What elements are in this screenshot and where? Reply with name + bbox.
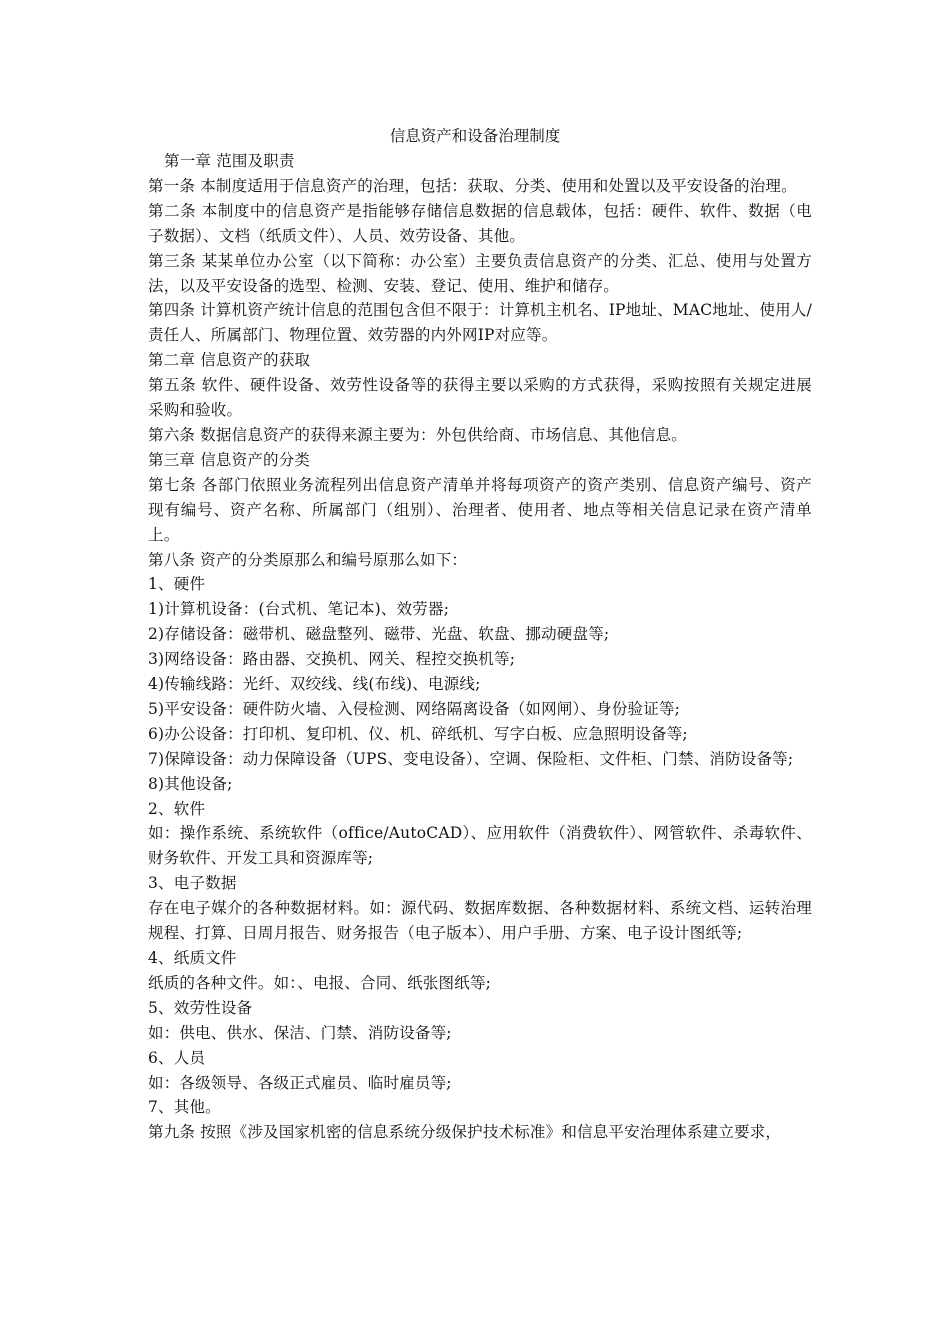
- category-software: 2、软件: [148, 799, 206, 818]
- list-item: 如：操作系统、系统软件（office/AutoCAD）、应用软件（消费软件）、网管软件、杀毒软件、财务软件、开发工具和资源库等;: [148, 824, 812, 868]
- article-5: 第五条 软件、硬件设备、效劳性设备等的获得主要以采购的方式获得，采购按照有关规定进展采购和验收。: [148, 376, 812, 420]
- chapter-heading-3: 第三章 信息资产的分类: [148, 450, 311, 469]
- article-2: 第二条 本制度中的信息资产是指能够存储信息数据的信息载体，包括：硬件、软件、数据（电子数据）、文档（纸质文件）、人员、效劳设备、其他。: [148, 201, 812, 245]
- document-title: 信息资产和设备治理制度: [389, 127, 561, 145]
- article-7: 第七条 各部门依照业务流程列出信息资产清单并将每项资产的资产类别、信息资产编号、资产现有编号、资产名称、所属部门（组别）、治理者、使用者、地点等相关信息记录在资产清单上。: [148, 475, 812, 544]
- category-service-equipment: 5、效劳性设备: [148, 998, 253, 1017]
- list-item: 如：各级领导、各级正式雇员、临时雇员等;: [148, 1073, 452, 1092]
- list-item: 存在电子媒介的各种数据材料。如：源代码、数据库数据、各种数据材料、系统文档、运转治理规程、打算、日周月报告、财务报告（电子版本）、用户手册、方案、电子设计图纸等;: [148, 899, 812, 943]
- list-item: 5)平安设备：硬件防火墙、入侵检测、网络隔离设备（如网闸）、身份验证等;: [148, 699, 681, 718]
- list-item: 3)网络设备：路由器、交换机、网关、程控交换机等;: [148, 650, 516, 669]
- article-4: 第四条 计算机资产统计信息的范围包含但不限于：计算机主机名、IP地址、MAC地址、使用人/责任人、所属部门、物理位置、效劳器的内外网IP对应等。: [148, 301, 812, 345]
- list-item: 8)其他设备;: [148, 774, 233, 793]
- category-other: 7、其他。: [148, 1098, 221, 1117]
- list-item: 纸质的各种文件。如：、电报、合同、纸张图纸等;: [148, 973, 492, 992]
- list-item: 6)办公设备：打印机、复印机、仪、机、碎纸机、写字白板、应急照明设备等;: [148, 724, 688, 743]
- category-paper-files: 4、纸质文件: [148, 949, 237, 967]
- chapter-heading-2: 第二章 信息资产的获取: [148, 351, 311, 370]
- list-item: 4)传输线路：光纤、双绞线、线(布线)、电源线;: [148, 675, 481, 694]
- article-1: 第一条 本制度适用于信息资产的治理，包括：获取、分类、使用和处置以及平安设备的治理。: [148, 176, 797, 195]
- article-6: 第六条 数据信息资产的获得来源主要为：外包供给商、市场信息、其他信息。: [148, 425, 687, 444]
- category-hardware: 1、硬件: [148, 575, 206, 594]
- category-personnel: 6、人员: [148, 1048, 206, 1067]
- list-item: 如：供电、供水、保洁、门禁、消防设备等;: [148, 1023, 452, 1042]
- list-item: 7)保障设备：动力保障设备（UPS、变电设备）、空调、保险柜、文件柜、门禁、消防设备等;: [148, 749, 794, 768]
- article-3: 第三条 某某单位办公室（以下简称：办公室）主要负责信息资产的分类、汇总、使用与处置方法，以及平安设备的选型、检测、安装、登记、使用、维护和储存。: [148, 251, 812, 295]
- list-item: 2)存储设备：磁带机、磁盘整列、磁带、光盘、软盘、挪动硬盘等;: [148, 625, 610, 644]
- list-item: 1)计算机设备：(台式机、笔记本)、效劳器;: [148, 600, 450, 619]
- document-body: [144, 149, 812, 1145]
- article-9: 第九条 按照《涉及国家机密的信息系统分级保护技术标准》和信息平安治理体系建立要求，: [148, 1123, 782, 1142]
- chapter-heading-1: 第一章 范围及职责: [164, 152, 295, 170]
- article-8: 第八条 资产的分类原那么和编号原那么如下：: [148, 550, 468, 569]
- category-electronic-data: 3、电子数据: [148, 874, 237, 893]
